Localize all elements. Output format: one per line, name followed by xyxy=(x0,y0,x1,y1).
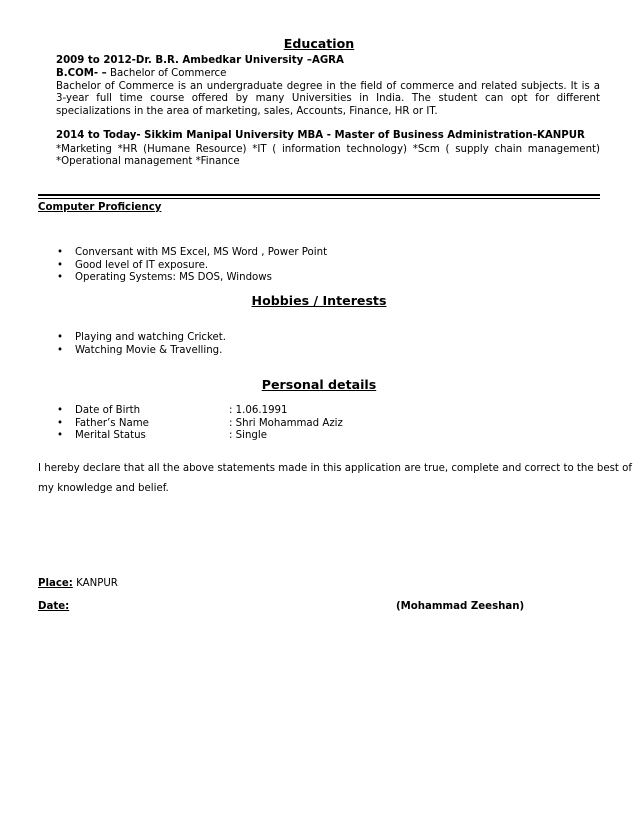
education-entry-1-description: Bachelor of Commerce is an undergraduate degree in the field of commerce and related subjects. It is a 3-year full time course offered by many Universities in India. The student can opt for different specializations in the area of marketing, sales, Accounts, Finance, HR or IT. xyxy=(56,81,600,117)
row-label: Date of Birth xyxy=(75,405,141,416)
place-line xyxy=(38,578,118,590)
list-item: • Operating Systems: MS DOS, Windows xyxy=(38,272,327,285)
signature-name: (Mohammad Zeeshan) xyxy=(396,601,525,612)
education-entry-2-title: 2014 to Today- Sikkim Manipal University MBA - Master of Business Administration-KANPUR xyxy=(56,130,585,141)
personal-details-list xyxy=(38,405,438,443)
education-entry-1-degree xyxy=(56,68,226,80)
date-label: Date: xyxy=(38,601,70,612)
list-item: • Playing and watching Cricket. xyxy=(38,332,226,345)
education-entry-1-title: 2009 to 2012-Dr. B.R. Ambedkar University –AGRA xyxy=(56,55,344,66)
row-label: Father’s Name xyxy=(75,417,149,429)
personal-row-father xyxy=(38,418,438,431)
education-heading: Education xyxy=(283,36,355,51)
divider-rule-top xyxy=(38,194,600,196)
row-label: Merital Status xyxy=(75,430,146,442)
education-entry-2-specializations: *Marketing *HR (Humane Resource) *IT ( information technology) *Scm ( supply chain management) *Operational management *Finance xyxy=(56,144,600,168)
computer-proficiency-list xyxy=(38,247,327,285)
declaration-line-2: my knowledge and belief. xyxy=(38,483,169,494)
degree-code: B.COM- – xyxy=(56,68,107,79)
row-value: : Single xyxy=(229,430,267,442)
computer-proficiency-heading: Computer Proficiency xyxy=(38,202,162,213)
personal-row-dob xyxy=(38,405,438,418)
personal-details-heading: Personal details xyxy=(261,377,377,392)
place-value: KANPUR xyxy=(72,578,118,589)
hobbies-heading: Hobbies / Interests xyxy=(251,293,387,308)
list-item: • Good level of IT exposure. xyxy=(38,260,327,273)
degree-name: Bachelor of Commerce xyxy=(110,68,227,79)
personal-row-status xyxy=(38,430,438,443)
declaration-line-1: I hereby declare that all the above statements made in this application are true, complete and correct to the best of xyxy=(38,463,632,474)
row-value: : Shri Mohammad Aziz xyxy=(229,417,343,429)
place-label: Place: xyxy=(38,578,73,589)
list-item: • Conversant with MS Excel, MS Word , Power Point xyxy=(38,247,327,260)
list-item: • Watching Movie & Travelling. xyxy=(38,345,226,358)
divider-rule-bottom xyxy=(38,198,600,199)
row-value: : 1.06.1991 xyxy=(229,405,288,416)
hobbies-list xyxy=(38,332,226,357)
